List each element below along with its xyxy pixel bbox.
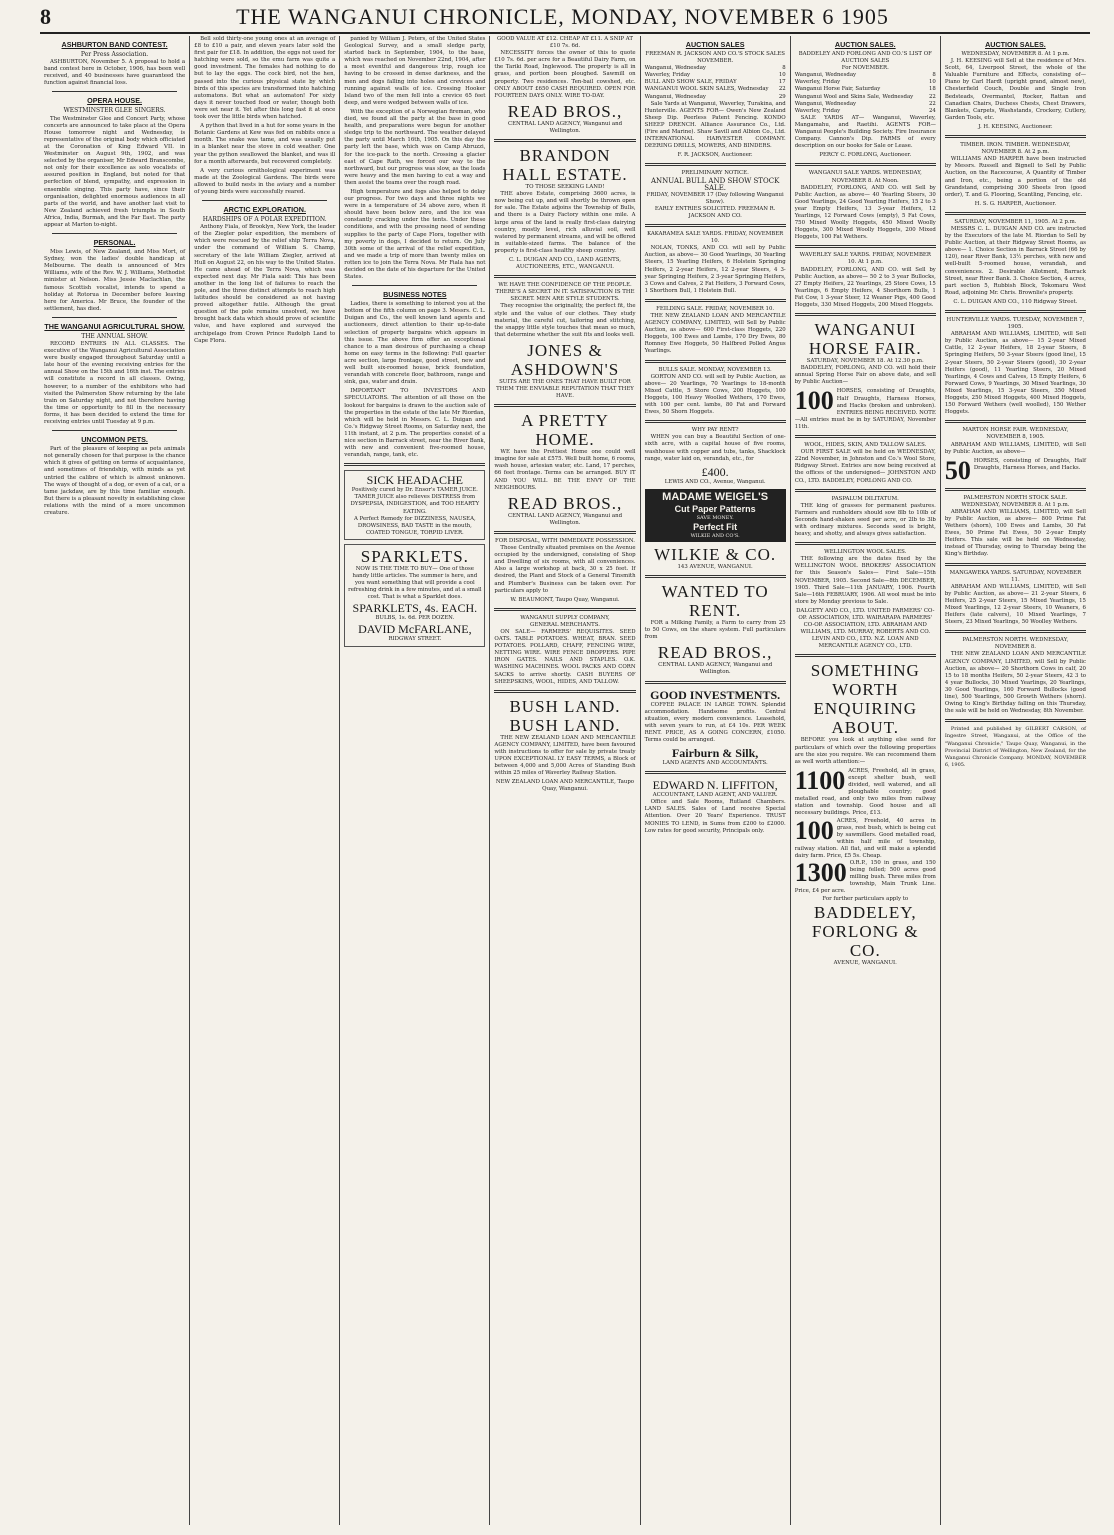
ad-text: WE have the Prettiest Home one could well imagine for sale at £575. Well built home, 6 rooms, wash house, artesian water, etc. Land, 17 perches, 66 feet frontage. Terms can be arranged. BUY IT AND YOU WILL BE THE ENVY OF THE NEIGHBOURS.	[494, 449, 636, 491]
list-item: BULL AND SHOW SALE, FRIDAY 17	[644, 79, 786, 86]
section-heading: AUCTION SALES.	[985, 40, 1046, 49]
page-number: 8	[40, 4, 51, 29]
subhead: Per Press Association.	[80, 51, 149, 58]
ad-text: ABRAHAM AND WILLIAMS, LIMITED, will Sell by Public Auction, as above— 800 Prime Fat Wethers (shorn), 100 Ewes and Lambs, 30 Fat Ewes, 50 Prime Fat Ewes, 50 2-year Empty Heifers. This sale will be held on Wednesday, instead of Thursday, owing to Thursday being the King's Birthday.	[944, 508, 1086, 558]
ad-text: BADDELEY, FORLONG, AND CO. will hold their annual Spring Horse Fair on above date, and sell by Public Auction—	[794, 365, 936, 386]
property-listing	[795, 860, 936, 895]
ad-heading: PALMERSTON NORTH. WEDNESDAY, NOVEMBER 8.	[962, 637, 1069, 651]
ad-date: FRIDAY, NOVEMBER 17 (Day following Wanganui Show).	[646, 191, 784, 205]
columns	[40, 36, 1090, 1525]
ad-text: THE king of grasses for permanent pastures. Farmers and runholders should sow 8lb to 10lb of Seconds hand-shaken seed per acre, or 2lb to 3lb with ordinary mixtures. Seconds seed is bright, heavy, and shotty, and always gives satisfaction.	[794, 502, 936, 538]
ad-text: NECESSITY forces the owner of this to quote £10 7s. 6d. per acre for a Beautiful Dairy Farm, on the Tariki Road, Inglewood. The property is all in grass, and portion been ploughed. Sawmill on property. Two residences. Ten-bail cowshed, etc. ONLY ABOUT £650 CASH REQUIRED. OPEN FOR FOURTEEN DAYS ONLY. WIRE TO-DAY.	[494, 50, 636, 99]
advertiser-name: DAVID McFARLANE,	[358, 622, 472, 637]
ad-heading: BADDELEY AND FORLONG AND CO.'S LIST OF AUCTION SALES	[798, 51, 932, 65]
article-text: ASHBURTON, November 5. A proposal to hold a band contest here in October, 1906, has been well received, and 40 businesses have guaranteed the function against financial loss.	[44, 59, 186, 87]
ad-text: O.R.P., 150 in grass, and 150 being felled; 500 acres good milling bush. Three miles from township, Main Trunk Line. Price, £4 per acre.	[794, 860, 936, 895]
ad-sparklets	[344, 544, 485, 647]
ad-heading: MADAME WEIGEL'S	[662, 490, 769, 503]
ad-text: J. H. KEESING will Sell at the residence of Mrs. Scott, 64, Liverpool Street, the whole of the Valuable Furniture and Effects, consisting of— Piano by Carl Hardt (upright grand, almost new), Chesterfield Couch, Double and Single Iron Bedsteads, Overmantel, Rocker, Rattan and Canadian Chairs, Duchess Chests, Chest Drawers, Blankets, Carpets, Washstands, Crockery, Cutlery, Garden Tools, etc.	[944, 58, 1086, 121]
headline-arctic-exploration: ARCTIC EXPLORATION.	[223, 205, 306, 215]
advertiser-name: FORLONG & CO.	[811, 921, 919, 960]
ad-text: Positively cured by Dr. Ensor's TAMER JUICE. TAMER JUICE also relieves DISTRESS from DYSPEPSIA, INDIGESTION, and TOO HEARTY EATING.	[350, 487, 480, 515]
headline-agricultural-show: THE WANGANUI AGRICULTURAL SHOW.	[44, 321, 185, 331]
ad-text: BADDELEY, FORLONG, AND CO. will Sell by Public Auction, as above— 50 2 to 3 year Bullocks, 27 Empty Heifers, 22 Yearlings, 25 Store Cows, 15 Yearlings, 6 Empty Heifers, 4 Shorthorn Bulls, 1 Fat Cow, 1 3-year Steer, 12 Weaner Pigs, 400 Good Hoggets, 330 Mixed Hoggets, 200 Mixed Hoggets.	[794, 266, 936, 308]
ad-text: They recognise the originality, the perfect fit, the style and the value of our clothes. They study material, the careful cut, tailoring and stitching, the snappy little style touches that mean so much, that determine whether the suit fits and looks well.	[494, 303, 636, 338]
column-2	[190, 36, 340, 1525]
advertiser-address: CENTRAL LAND AGENCY, Wanganui and Wellington.	[658, 662, 773, 676]
ad-heading-jones-ashdown: JONES & ASHDOWN'S	[510, 340, 620, 379]
ad-text: For further particulars apply to	[822, 895, 909, 902]
ad-text: BADDELEY, FORLONG, AND CO. will Sell by Public Auction, as above— 40 Yearling Steers, 30 Good Yearlings, 24 Good Yearling Heifers, 15 2 to 3 year Empty Heifers, 13 3-year Heifers, 12 Yearlings, 12 Forward Cows (empty), 5 Fat Cows, 750 Mixed Woolly Hoggets, 450 Mixed Woolly Hoggets, 300 Mixed Woolly Hoggets, 200 Mixed Hoggets, 100 Fat Wethers.	[794, 184, 936, 241]
list-item: Wanganui, Wednesday 22	[794, 100, 936, 107]
advertiser-name: J. H. KEESING, Auctioneer.	[978, 123, 1053, 130]
ad-heading: HUNTERVILLE YARDS. TUESDAY, NOVEMBER 7, 1905.	[946, 317, 1085, 331]
ad-heading-about: ABOUT.	[831, 718, 900, 738]
ad-subhead: NOVEMBER.	[697, 58, 734, 65]
ad-price: £400.	[701, 464, 729, 479]
article-text: Part of the pleasure of keeping as pets animals not generally chosen for that purpose is the chance which it gives of getting on terms of acquaintance, and sometimes of friendship, with minds as yet untried the calibre of which is almost unknown. The ways of thought of a dog, or even of a cat, or a tame jackdaw, are by this time familiar enough. But there is a pleasant novelty in establishing close relations with the mind of a more uncommon creature.	[44, 446, 186, 516]
ad-heading: SICK HEADACHE	[366, 473, 464, 488]
acreage: 100	[794, 815, 834, 845]
horse-count-block	[795, 388, 936, 431]
article-text: RECORD ENTRIES IN ALL CLASSES. The executive of the Wanganui Agricultural Association were busily engaged throughout Saturday until a late hour of the evening receiving entries for the annual Show on the 15th and 16th inst. The entries will constitute a record in all classes. Owing, however, to a number of the exhibitors who had visited the Palmerston Show returning by the late train on Saturday night, and not therefore having the time or opportunity to fill in the necessary forms, it has been decided to extend the time for receiving entries until Tuesday at 9 p.m.	[44, 341, 186, 426]
ad-text: THE NEW ZEALAND LOAN AND MERCANTILE AGENCY COMPANY, LIMITED, will Sell by Public Auction, as above— 600 First-class Hoggets, 220 Hoggets, 100 Ewes and Lambs, 170 Dry Ewes, 80 Romney Ewe Hoggets, 50 Halfbred Polled Angus Yearlings.	[644, 313, 786, 355]
ad-heading-brandon-hall: BRANDON HALL ESTATE.	[502, 146, 628, 185]
ad-heading: WANGANUI SALE YARDS. WEDNESDAY, NOVEMBER 8. At Noon.	[808, 170, 922, 184]
ad-text: NOLAN, TONKS, AND CO. will sell by Public Auction, as above— 30 Good Yearlings, 30 Yearling Steers, 15 Yearling Heifers, 6 Holstein Springing Heifers, 2 2-year Heifers, 12 2-year Steers, 4 3-year Springing Heifers, 2 3-year Springing Heifers, 3 Cows and Calves, 2 Fat Heifers, 3 Forward Cows, 1 Shorthorn Bull, 1 Holstein Bull.	[644, 245, 786, 294]
ad-subhead: For NOVEMBER.	[841, 65, 889, 72]
article-text: With the exception of a Norwegian fireman, who died, we found all the party at the base in good health, and preparations were begun for another sledge trip to the northward. The weather delayed the party until March 16th, 1905. On this day the party left the base, which was on Camp Abruzzi, for the ice-pack to the north. Crossing a glacier east of Cape Rath, we forced our way to the northward, but our progress was slow, as the loads were heavy and the men having to cut a way and then assist the teams over the rough road.	[344, 108, 486, 186]
advertiser-name: READ BROS.,	[657, 643, 773, 663]
ad-heading: KAKARAMEA SALE YARDS. FRIDAY, NOVEMBER 10.	[647, 231, 784, 245]
ad-heading-something: SOMETHING	[810, 661, 920, 681]
column-5	[641, 36, 791, 1525]
headline-personal: PERSONAL.	[93, 238, 136, 248]
article-text: panied by William J. Peters, of the United States Geological Survey, and a small sledge party, started back in September, 1904, to the base, which was reached on November 22nd, 1904, after a most eventful and dangerous trip, rough ice having to be crossed in dense darkness, and the men and dogs falling into holes and crevices and running against walls of ice. Crossing Hooker Island two of the men fell into a crevice 65 feet deep, and were wedged between walls of ice.	[344, 36, 486, 106]
ad-heading: WOOL, HIDES, SKIN, AND TALLOW SALES.	[804, 442, 927, 449]
column-3	[340, 36, 490, 1525]
list-item: WANGANUI WOOL SKIN SALES, Wednesday 22	[644, 86, 786, 93]
advertiser-name: C. L. DUIGAN AND CO., LAND AGENTS, AUCTIONEERS, ETC., WANGANUI.	[509, 256, 621, 271]
list-item: Waverley, Friday 24	[794, 107, 936, 114]
advertiser-name: W. BEAUMONT, Taupo Quay, Wanganui.	[510, 596, 620, 603]
ad-heading: WAVERLEY SALE YARDS. FRIDAY, NOVEMBER 10. At 1 p.m.	[799, 252, 931, 266]
ad-text: ABRAHAM AND WILLIAMS, LIMITED, will Sell by Public Auction, as above—	[944, 441, 1086, 455]
ad-heading: ANNUAL BULL AND SHOW STOCK SALE.	[650, 176, 780, 192]
ad-text: ABRAHAM AND WILLIAMS, LIMITED, will Sell by Public Auction, as above— 21 2-year Steers, 6 Heifers, 25 2-year Steers, 15 Mixed Yearlings, 15 Mixed Yearlings, 12 2-year Steers, 10 Weaners, 6 Heifers (late calvers), 10 Mixed Yearlings, 7 Steers, 23 Mixed Yearlings, 50 Woolley Wethers.	[944, 583, 1086, 626]
ad-text: FOR a Milking Family, a Farm to carry from 25 to 50 Cows, on the share system. Full particulars from	[644, 620, 786, 641]
ad-text: ACRES, Freehold, all in grass, except shelter bush, well divided, well watered, and all ploughable country; good metalled road, and only two miles from railway station and township. Good house and all necessary buildings. Price, £13.	[794, 767, 936, 817]
ad-madame-weigel	[645, 489, 786, 542]
ad-text: THE NEW ZEALAND LOAN AND MERCANTILE AGENCY COMPANY, LIMITED, have been favoured with instructions to offer for sale by private treaty UPON EXCEPTIONAL LY EASY TERMS, a Block of between 4,000 and 5,000 Acres of Standing Bush within 25 miles of Waverley Railway Station.	[494, 734, 636, 777]
headline-band-contest: ASHBURTON BAND CONTEST.	[61, 40, 168, 49]
sale-date-list	[795, 72, 936, 115]
list-item: Wanganui, Wednesday 8	[794, 72, 936, 79]
list-item: Wanganui, Wednesday 29	[644, 93, 786, 100]
printer-imprint: Printed and published by GILBERT CARSON, of Ingestre Street, Wanganui, at the Office of the "Wanganui Chronicle," Taupo Quay, Wanganui, in the Provincial District of Wellington, New Zealand, for the Wanganui Chronicle Company. MONDAY, NOVEMBER 6, 1905.	[944, 726, 1086, 768]
article-text: A very curious ornithological experiment was made at the Zoological Gardens. The birds were allowed to build nests in the aviary and a number of young birds were successfully reared.	[194, 167, 336, 195]
ad-text: BEFORE you look at anything else send for particulars of which over the following properties are the size you require. We can recommend them as well worth attention:—	[794, 737, 936, 765]
article-text: High temperature and fogs also helped to delay our progress. For two days and three nights we were in a temperature of 34 above zero, when it should have been below zero, and the ice was constantly cracking under the tents. Under these conditions, and with the pressing need of sending supplies to the party of Cape Flora, together with my poverty in dogs, I decided to return. On July 30th some of the arrival of the relief expedition, and we made a trip of more than twenty miles on rotten ice to join the Terra Nova. Mr Fiala has not decided on the date of his departure for the United States.	[344, 188, 486, 281]
article-text: The Westminster Glee and Concert Party, whose concerts are announced to take place at the Opera House tomorrow night and Wednesday, is representative of the original body which officiated at the Coronation of King Edward VII. in Westminster on August 9th, 1902, and was selected by the organiser, Mr Edward Branscombe, not only for their excellence as solo vocalists of assured position in England, but noted for that perfection of blend, sympathy, and expression in ensemble singing. This party have, since their organisation, delighted enormous audiences in all parts of the world, and have another last visit to New Zealand achieved fresh triumphs in South Africa, India, Burmah, and the Far East. The party appear at Marton to-night.	[44, 115, 186, 228]
ad-text: SALE YARDS AT— Wanganui, Waverley, Mangamahu, and Raetihi. AGENTS FOR— Wanganui People's Building Society. Fire Insurance Company. Cannon's Dip. FARMS of every description on our books for Sale or Lease.	[794, 114, 936, 150]
ad-text: WILKIE AND CO'S.	[690, 532, 740, 539]
ad-heading: BULLS SALE. MONDAY, NOVEMBER 13.	[658, 366, 772, 373]
masthead	[40, 4, 1090, 34]
subhead: THE ANNUAL SHOW.	[81, 332, 148, 340]
ad-heading-wanted-to-rent: WANTED TO RENT.	[661, 582, 769, 621]
ad-text: Office and Sale Rooms, Rutland Chambers. LAND SALES. Sales of Land receive Special Attention. Over 20 Years' Experience. TRUST MONIES TO LEND, in Sums from £200 to £2000. Low rates for good security, Principals only.	[644, 799, 786, 834]
ad-heading: FEILDING SALE. FRIDAY, NOVEMBER 10.	[656, 305, 775, 312]
ad-text: WILLIAMS AND HARPER have been instructed by Messrs. Russell and Bignell to Sell by Public Auction, on the Racecourse, A Quantity of Timber and Iron, etc., being a portion of the old Grandstand, comprising 300 Sheets Iron (good order), T. and G. Flooring, Scantling, Fencing, etc.	[944, 156, 1086, 198]
article-text: A python that lived in a hut for some years in the Botanic Gardens at Kew was fed on rabbits once a month. The snake was tame, and was usually put in a blanket near the stove in cold weather. One year the python swallowed the blanket, and was ill for a month afterwards, but recovered completely.	[194, 123, 336, 165]
ad-heading-good-investments: GOOD INVESTMENTS.	[650, 687, 781, 702]
ad-heading-enquiring: ENQUIRING	[813, 699, 917, 719]
list-item: Wanganui Wool and Skins Sale, Wednesday 22	[794, 93, 936, 100]
column-1	[40, 36, 190, 1525]
ad-heading-horse-fair: WANGANUI HORSE FAIR.	[808, 320, 922, 359]
ad-text: OUR FIRST SALE will be held on WEDNESDAY, 22nd November, in Johnston and Co.'s Wool Store, Ridgway Street. Entries are now being received at the offices of the undersigned— JOHNSTON AND CO., LTD. BADDELEY, FORLONG AND CO.	[794, 449, 936, 484]
advertiser-name: PERCY C. FORLONG, Auctioneer.	[819, 152, 912, 159]
ad-heading: PALMERSTON NORTH STOCK SALE. WEDNESDAY, NOVEMBER 8. At 1 p.m.	[961, 494, 1070, 508]
ad-subhead: LAND AGENTS AND ACCOUNTANTS.	[662, 760, 768, 767]
section-heading: AUCTION SALES	[685, 40, 745, 49]
advertiser-address: CENTRAL LAND AGENCY, Wanganui and Wellington.	[507, 120, 623, 134]
ad-price: BULBS, 1s. 6d. PER DOZEN.	[375, 615, 455, 622]
ad-date: SATURDAY, NOVEMBER 18. At 12.30 p.m.	[806, 358, 924, 365]
horse-count: 100	[794, 386, 834, 416]
headline-opera-house: OPERA HOUSE.	[87, 96, 142, 106]
ad-heading-pretty-home: A PRETTY HOME.	[521, 411, 609, 450]
ad-heading: GOOD VALUE AT £12. CHEAP AT £11. A SNIP AT £10 7s. 6d.	[496, 36, 633, 50]
acreage: 1100	[794, 765, 846, 795]
sale-date-list	[645, 65, 786, 100]
ad-text: NOW IS THE TIME TO BUY— One of those handy little articles. The summer is here, and you want something that will provide a cool refreshing drink in a few minutes, and at a small cost. That is what a Sparklet does.	[348, 565, 482, 601]
advertiser-address: CENTRAL LAND AGENCY, Wanganui and Wellington.	[507, 512, 623, 526]
ad-heading: SPARKLETS.	[360, 546, 469, 566]
advertiser-name: Fairburn & Silk,	[671, 746, 759, 761]
ad-heading: WELLINGTON WOOL SALES.	[824, 549, 907, 556]
advertiser-name: EDWARD N. LIFFITON,	[652, 778, 778, 793]
ad-text: MESSRS C. L. DUIGAN AND CO. are instructed by the Executors of the late M. Riordan to Sell by Public Auction, at their Ridgway Street Rooms, as above— 1. Choice Section in Barrack Street (66 by 120), near River Bank, 13½ perches, with new and well-built 5-roomed house, verandah, and conveniences. 2. Desirable Allotment, Barrack Street, near River Bank. 3. Choice Section, 4 acres, part section 5, Rubbish Block, Tokomaru West Road, adjoining Mr. Chris. Brownlie's property.	[944, 225, 1086, 296]
section-heading: AUCTION SALES.	[834, 40, 896, 49]
advertiser-name: BADDELEY,	[813, 902, 917, 922]
article-text: Miss Lewis, of New Zealand, and Miss Mort, of Sydney, won the ladies' double handicap at Melbourne. The death is announced of Mrs Williams, wife of the Rev. W. J. Williams, Methodist minister at Nelson. Miss Jessie Maclachlan, the famous Scottish vocalist, intends to spend a holiday at Rotorua in December before leaving here for America. Mr Bruce, the founder of the settlement, has died.	[44, 249, 186, 312]
horse-count: 50	[944, 455, 971, 485]
list-item: Waverley, Friday 10	[644, 72, 786, 79]
ad-heading: PASPALUM DILITATUM.	[831, 495, 899, 502]
ad-subhead: GENERAL MERCHANTS.	[530, 621, 600, 628]
article-text: Ladies, there is something to interest you at the bottom of the fifth column on page 3. Messrs. C. L. Duigan and Co., the well known land agents and auctioneers, direct attention to their up-to-date selection of property bargains which appears in this issue. The above firm offer an exceptional chance to a man desirous of purchasing a cheap home on easy terms in the following: Full quarter acre section, large frontage, good street, new and well built six-roomed house, brick foundation, verandah with concrete floor, bathroom, range and sink, gas, water and drain.	[344, 301, 486, 386]
ad-text: COFFEE PALACE IN LARGE TOWN. Splendid accommodation. Handsome profits. Central situation, every modern convenience. Leasehold, with seven years to run, at £4 10s. PER WEEK RENT. PRICE, AS A GOING CONCERN, £1050. Terms could be arranged.	[644, 701, 786, 743]
horse-count-block	[944, 455, 1086, 485]
ad-heading: SATURDAY, NOVEMBER 11, 1905. At 2 p.m.	[954, 218, 1077, 225]
ad-heading: PRELIMINARY NOTICE.	[681, 170, 749, 177]
ad-text: Those Centrally situated premises on the Avenue occupied by the undersigned, consisting of Shop and Dwelling of six rooms, with all conveniences. Also a large workshop at back, 30 x 25 feet. If desired, the Plant and Stock of a General Tinsmith and Plumber's Business can be taken over. For particulars apply to	[494, 545, 636, 594]
ad-text: ACRES, Freehold, 40 acres in grass, rest bush, which is being cut by sawmillers. Good metalled road, within half mile of township, railway station. All flat, and will make a splendid dairy farm. Price, £5 5s. Cheap.	[794, 817, 936, 859]
ad-heading: WHY PAY RENT?	[691, 427, 739, 434]
advertiser-name: LEWIS AND CO., Avenue, Wanganui.	[664, 478, 766, 485]
advertiser-name: WILKIE & CO.	[654, 544, 777, 564]
ad-heading: WANGANUI SUPPLY COMPANY,	[520, 614, 610, 621]
advertiser-address: RIDGWAY STREET.	[388, 636, 442, 643]
column-4	[490, 36, 640, 1525]
ad-text: HORSES, consisting of Draughts, Half Draughts, Harness Horses, and Hacks.	[973, 457, 1086, 471]
ad-text: SAVE MONEY.	[696, 514, 734, 521]
property-listing	[794, 765, 936, 818]
ad-subhead: THERE'S A SECRET IN IT. SATISFACTION IS THE SECRET. MEN ARE STYLE STUDENTS.	[495, 289, 635, 303]
advertiser-name: READ BROS.,	[507, 101, 623, 121]
advertiser-address: 143 AVENUE, WANGANUI.	[677, 563, 753, 570]
advertiser-address: AVENUE, WANGANUI.	[833, 959, 897, 966]
advertiser-name: F. R. JACKSON, Auctioneer.	[677, 152, 753, 159]
headline-uncommon-pets: UNCOMMON PETS.	[81, 435, 148, 445]
advertiser-name: H. S. G. HARPER, Auctioneer.	[974, 200, 1057, 207]
ad-date: WEDNESDAY, NOVEMBER 8. At 1 p.m.	[961, 51, 1070, 57]
ad-heading: WE HAVE THE CONFIDENCE OF THE PEOPLE.	[498, 282, 632, 289]
ad-text: GORTON AND CO. will sell by Public Auction, as above— 20 Yearlings, 70 Yearlings to 18-month Mixed Cattle, 5 Store Cows, 200 Hoggets, 100 Hoggets, 100 Heavy Woolled Wethers, 170 Ewes, with 100 per cent. lambs, 80 Fat and Forward Ewes, 50 Shorn Hoggets.	[644, 373, 786, 416]
subhead: WESTMINSTER GLEE SINGERS.	[63, 107, 166, 115]
ad-heading-worth: WORTH	[832, 680, 899, 700]
ad-text: HORSES, consisting of Draughts, Half Draughts, Harness Horses, and Hacks (broken and unbroken). ENTRIES BEING RECEIVED. NOTE—All entries must be in by SATURDAY, November 11th.	[794, 388, 936, 430]
advertiser-name: DALGETY AND CO., LTD. UNITED FARMERS' CO-OP. ASSOCIATION, LTD. WAIRARAPA FARMERS' CO-OP. ASSOCIATION, LTD. ABRAHAM AND WILLIAMS, LTD. MURRAY, ROBERTS AND CO. LEVIN AND CO., LTD. N.Z. LOAN AND MERCANTILE AGENCY CO., LTD.	[796, 607, 935, 650]
ad-text: THE NEW ZEALAND LOAN AND MERCANTILE AGENCY COMPANY, LIMITED, will Sell by Public Auction, as above— 20 Shorthorn Cows in calf, 20 15 to 18 months Heifers, 50 2-year Steers, 42 3 to 4 year Bullocks, 30 Mixed Yearlings, 20 Yearlings, 30 Good Yearlings, 160 Forward Bullocks (good line), 500 Yearlings, 500 Growth Wethers (shorn). Owing to King's Birthday falling on this Thursday, the sale will be held on Wednesday, 8th November.	[944, 651, 1086, 715]
article-text: Bell sold thirty-one young ones at an average of £8 to £10 a pair, and eleven years later sold the first pair for £18. In addition, the eggs not used for hatching were sold, so the emu farm was quite a good investment. The females had nothing to do but to lay the eggs. The cock bird, not the hen, passed into the curious physical state by which birds of this species are transformed into hatching automatons. But what an automaton! For sixty days it never touched food or water, though both were set near it. Yet after this long fast it at once took over the little birds when hatched.	[194, 36, 336, 121]
ad-tamer-juice	[344, 470, 485, 540]
article-text: IMPORTANT TO INVESTORS AND SPECULATORS. The attention of all those on the lookout for bargains is drawn to the auction sale of the properties in the estate of the late Mr Riordan, which will be held in Messrs. C. L. Duigan and Co.'s Ridgway Street Rooms, on Saturday next, the 11th instant, at 2 p.m. The properties consist of a nice section in Barrack street, near the River Bank, with new and convenient five-roomed house, verandah, range, tank, etc.	[344, 388, 486, 459]
ad-heading-bush-land: BUSH LAND. BUSH LAND.	[509, 696, 621, 735]
property-listing	[794, 815, 936, 861]
acreage: 1300	[794, 858, 847, 888]
ad-text: THE following are the dates fixed by the WELLINGTON WOOL BROKERS' ASSOCIATION for this Season's Sales— First Sale—15th NOVEMBER, 1905. Second Sale—8th DECEMBER, 1905. Third Sale—11th JANUARY, 1906. Fourth Sale—16th FEBRUARY, 1906. All wool must be into store by Monday previous to Sale.	[794, 556, 936, 605]
ad-subhead: ACCOUNTANT, LAND AGENT, AND VALUER.	[652, 792, 778, 799]
ad-text: WHEN you can buy a Beautiful Section of one-sixth acre, with a capital house of five rooms, washhouse with copper and tubs, tanks, Shacklock range, water laid on, verandah, etc., for	[644, 434, 786, 462]
headline-business-notes: BUSINESS NOTES	[383, 290, 447, 300]
advertiser-name: READ BROS.,	[507, 493, 623, 513]
advertiser-name: C. L. DUIGAN AND CO., 110 Ridgway Street.	[953, 298, 1078, 305]
ad-text: EARLY ENTRIES SOLICITED. FREEMAN R. JACKSON AND CO.	[654, 205, 776, 219]
ad-text: Sale Yards at Wanganui, Waverley, Turakina, and Hunterville. AGENTS FOR— Owen's New Zealand Sheep Dip. Peerless Patent Fencing. KONDO SHEEP DRENCH. Alliance Assurance Co., Ltd. (Fire and Marine). Shaw Savill and Albion Co., Ltd. INTERNATIONAL HARVESTER COMPANY. DEERING DRILLS, MOWERS, AND BINDERS.	[644, 100, 786, 150]
newspaper-title: THE WANGANUI CHRONICLE, MONDAY, NOVEMBER 6 1905	[236, 4, 889, 29]
ad-subhead: SUITS ARE THE ONES THAT HAVE BUILT FOR THEM THE ENVIABLE REPUTATION THAT THEY HAVE.	[496, 378, 634, 400]
list-item: Wanganui Horse Fair, Saturday 18	[794, 86, 936, 93]
ad-text: Perfect Fit	[693, 521, 738, 532]
ad-heading: TIMBER. IRON. TIMBER. WEDNESDAY, NOVEMBER 8. At 2 p.m.	[960, 142, 1071, 156]
ad-text: THE above Estate, comprising 3600 acres, is now being cut up, and will shortly be thrown open for sale. The Estate adjoins the Township of Bulls, and there is a Dairy Factory within one mile. A large area of the land is really first-class dairying country, mostly level, rich alluvial soil, well watered by permanent streams, and will be offered in suitable-sized farms. The balance of the property is first-class healthy sheep country.	[494, 191, 636, 254]
ad-heading: MARTON HORSE FAIR. WEDNESDAY, NOVEMBER 8, 1905.	[962, 427, 1069, 441]
ad-heading: FOR DISPOSAL, WITH IMMEDIATE POSSESSION.	[494, 537, 635, 544]
ad-heading: FREEMAN R. JACKSON AND CO.'S STOCK SALES	[645, 51, 785, 57]
ad-price: SPARKLETS, 4s. EACH.	[352, 601, 478, 616]
column-6	[791, 36, 941, 1525]
ad-text: ON SALE— FARMERS' REQUISITES. SEED OATS. TABLE POTATOES. WHEAT, BRAN. SEED POTATOES. POLLARD, CHAFF, FENCING WIRE, NETTING WIRE. WIRE FENCE DROPPERS. PIPE IRON GATES. NAILS AND STAPLES. O.K. WASHING MACHINES. WOOL PACKS AND CORN SACKS to arrive shortly. CASH BUYERS OF SHEEPSKINS, WOOL, HIDES, AND TALLOW.	[494, 628, 636, 685]
list-item: Waverley, Friday 10	[794, 79, 936, 86]
ad-text: A Perfect Remedy for DIZZINESS, NAUSEA, DROWSINESS, BAD TASTE in the mouth, COATED TONGUE, TORPID LIVER.	[353, 515, 476, 536]
list-item: Wanganui, Wednesday 8	[644, 65, 786, 72]
ad-subhead: Cut Paper Patterns	[674, 503, 756, 514]
ad-text: ABRAHAM AND WILLIAMS, LIMITED, will Sell by Public Auction, as above— 15 2-year Mixed Cattle, 12 2-year Heifers, 18 2-year Steers, 8 Springing Heifers, 50 3-year Steers (good line), 15 2-year Steers, 50 2-year Steers (good), 30 2-year Heifers (good), 11 Yearling Steers, 20 Mixed Yearlings, 4 Cows and Calves, 15 Empty Heifers, 6 Forward Cows, 9 Yearlings, 30 Mixed Yearlings, 30 Mixed Yearlings, 15 3-year Steers, 350 Mixed Hoggets, 250 Mixed Hoggets, 400 Mixed Hoggets, 150 Forward Wethers (well woolled), 150 Wether Hoggets.	[944, 331, 1086, 416]
ad-subhead: TO THOSE SEEKING LAND!	[525, 184, 605, 191]
column-7	[941, 36, 1090, 1525]
advertiser-name: NEW ZEALAND LOAN AND MERCANTILE, Taupo Quay, Wanganui.	[495, 779, 635, 793]
article-text: Anthony Fiala, of Brooklyn, New York, the leader of the Ziegler polar expedition, the members of which were rescued by the relief ship Terra Nova, under the command of William S. Champ, secretary of the late William Ziegler, arrived at Hull on August 22, on his way to the United States. He came ahead of the Terra Nova, which was expected next day. Mr Fiala said: This has been another in the long list of failures to reach the pole, and the three distinct attempts to reach high latitudes should be considered as not having proved altogether futile. Although the great question of the pole remains unsolved, we have brought back data which should prove of scientific value, and have explored and surveyed the archipelago from Crown Prince Rudolph Land to Cape Flora.	[194, 224, 336, 344]
subhead: HARDSHIPS OF A POLAR EXPEDITION.	[202, 216, 327, 224]
ad-heading: MANGAWEKA YARDS. SATURDAY, NOVEMBER 11.	[949, 569, 1082, 583]
